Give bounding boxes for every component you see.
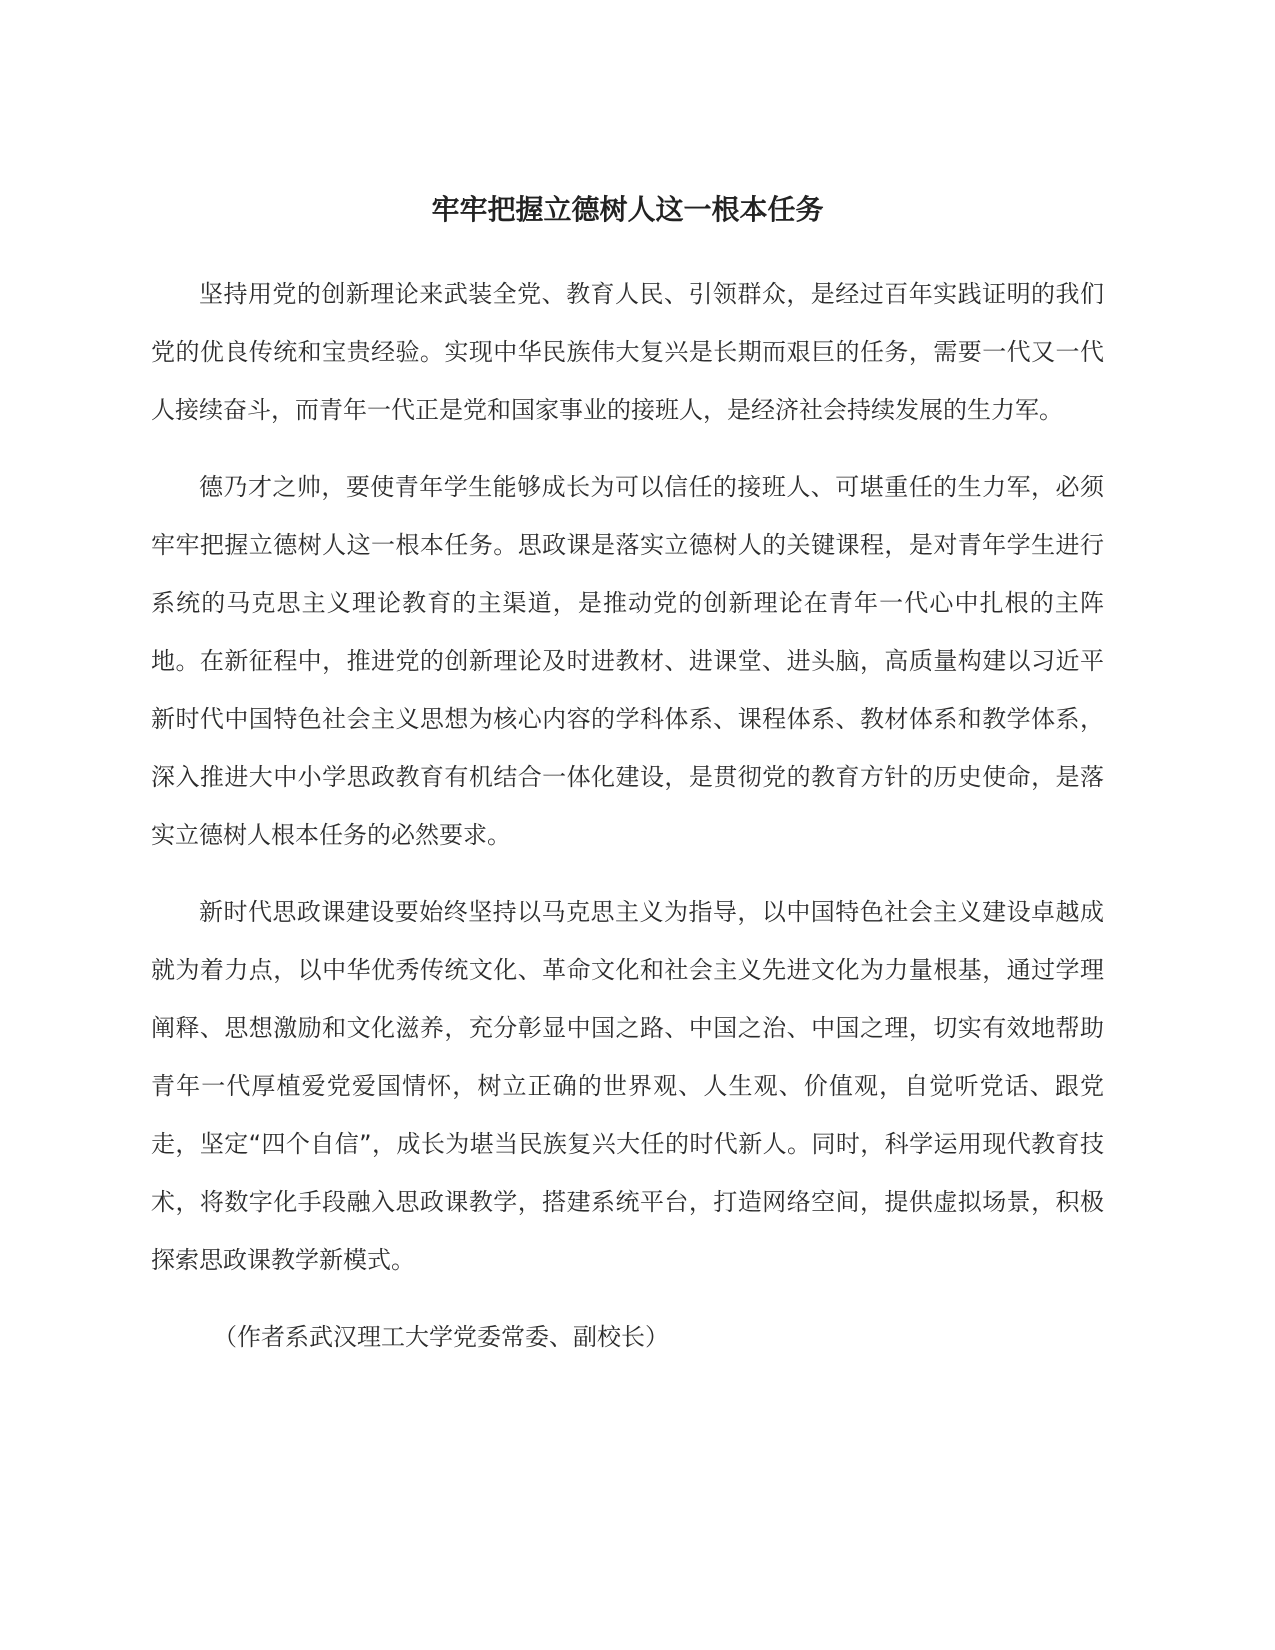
article-paragraph-2: 德乃才之帅，要使青年学生能够成长为可以信任的接班人、可堪重任的生力军，必须牢牢把握立德树人这一根本任务。思政课是落实立德树人的关键课程，是对青年学生进行系统的马克思主义理论教育的主渠道，是推动党的创新理论在青年一代心中扎根的主阵地。在新征程中，推进党的创新理论及时进教材、进课堂、进头脑，高质量构建以习近平新时代中国特色社会主义思想为核心内容的学科体系、课程体系、教材体系和教学体系，深入推进大中小学思政教育有机结合一体化建设，是贯彻党的教育方针的历史使命，是落实立德树人根本任务的必然要求。: [151, 473, 1104, 849]
author-byline: （作者系武汉理工大学党委常委、副校长）: [213, 1323, 669, 1351]
article-title: 牢牢把握立德树人这一根本任务: [431, 193, 824, 226]
article-paragraph-3: 新时代思政课建设要始终坚持以马克思主义为指导，以中国特色社会主义建设卓越成就为着力点，以中华优秀传统文化、革命文化和社会主义先进文化为力量根基，通过学理阐释、思想激励和文化滋养，充分彰显中国之路、中国之治、中国之理，切实有效地帮助青年一代厚植爱党爱国情怀，树立正确的世界观、人生观、价值观，自觉听党话、跟党走，坚定“四个自信”，成长为堪当民族复兴大任的时代新人。同时，科学运用现代教育技术，将数字化手段融入思政课教学，搭建系统平台，打造网络空间，提供虚拟场景，积极探索思政课教学新模式。: [151, 898, 1104, 1274]
document-page: [151, 0, 1104, 1650]
article-body: [151, 265, 1104, 1366]
article-paragraph-1: 坚持用党的创新理论来武装全党、教育人民、引领群众，是经过百年实践证明的我们党的优良传统和宝贵经验。实现中华民族伟大复兴是长期而艰巨的任务，需要一代又一代人接续奋斗，而青年一代正是党和国家事业的接班人，是经济社会持续发展的生力军。: [151, 280, 1104, 424]
